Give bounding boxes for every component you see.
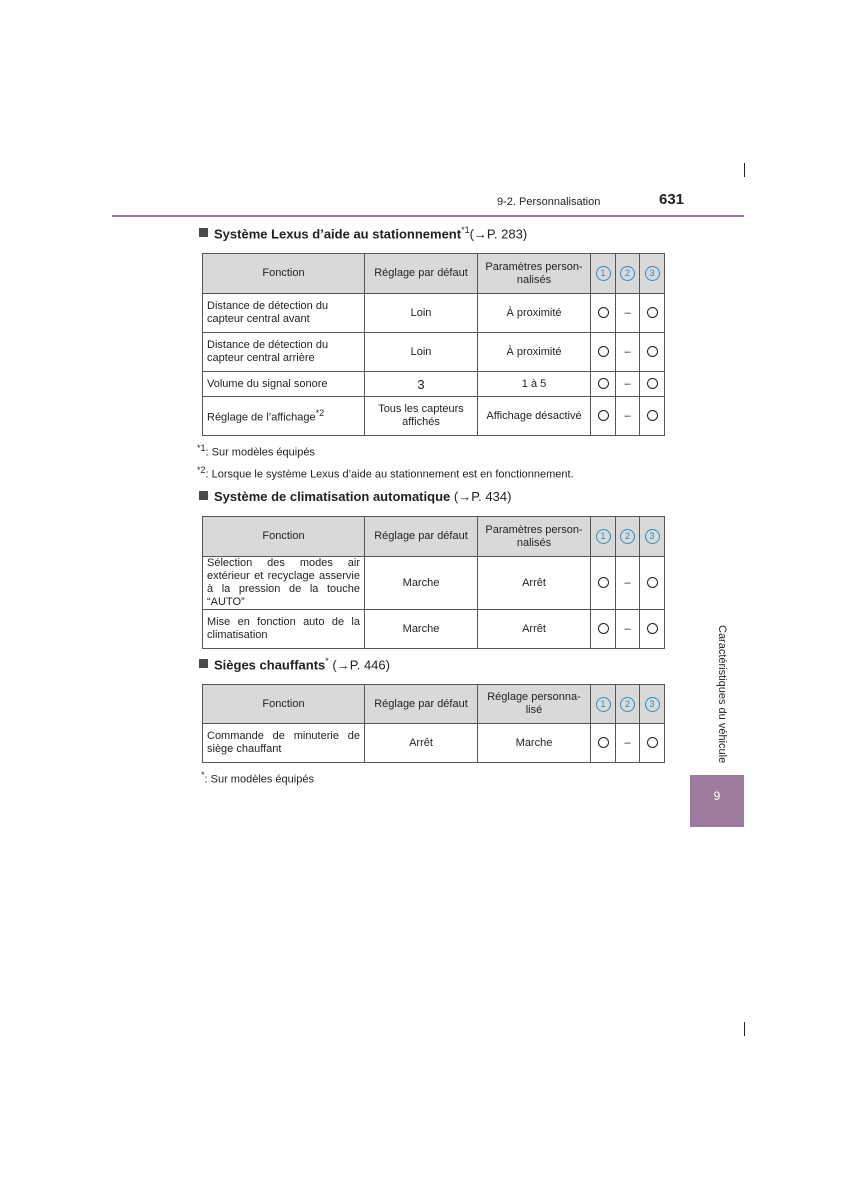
col-reglage-defaut: Réglage par défaut (365, 254, 478, 294)
circle-3-icon: 3 (645, 697, 660, 712)
section-header: 9-2. Personnalisation (497, 196, 601, 208)
footnote-3: *: Sur modèles équipés (201, 770, 314, 786)
col-circle-1 (591, 254, 616, 294)
col-circle-1 (591, 517, 616, 557)
crop-mark-bottom (744, 1022, 745, 1036)
col-circle-2 (616, 685, 640, 724)
bullet-square-icon (199, 228, 208, 237)
col-parametres: Paramètres person-nalisés (478, 517, 591, 557)
footnote-1: $^{*1}$: Sur modèles équipés (197, 443, 315, 459)
circle-mark-icon (598, 737, 609, 748)
circle-mark-icon (647, 577, 658, 588)
circle-mark-icon (647, 378, 658, 389)
table-header-row (203, 254, 665, 294)
col-circle-2 (616, 517, 640, 557)
table-header-row (203, 685, 665, 724)
circle-mark-icon (598, 378, 609, 389)
table-row: Réglage de l’affichage$^{*2}$ Tous les capteurs affichés Affichage désactivé – (203, 397, 665, 436)
bullet-square-icon (199, 491, 208, 500)
col-parametres: Paramètres person-nalisés (478, 254, 591, 294)
table-sieges (202, 684, 665, 763)
col-circle-3 (640, 254, 665, 294)
col-circle-1 (591, 685, 616, 724)
bullet-square-icon (199, 659, 208, 668)
circle-3-icon: 3 (645, 529, 660, 544)
section-title-parking: Système Lexus d’aide au stationnement$^{*1}$(→P. 283) (199, 225, 527, 241)
circle-mark-icon (598, 623, 609, 634)
circle-2-icon: 2 (620, 266, 635, 281)
col-fonction: Fonction (203, 685, 365, 724)
section-title-climatisation: Système de climatisation automatique (→P. 434) (199, 489, 511, 504)
circle-1-icon: 1 (596, 266, 611, 281)
table-row: Mise en fonction auto de la climatisation Marche Arrêt – (203, 610, 665, 649)
table-row: Volume du signal sonore 3 1 à 5 – (203, 372, 665, 397)
section-title-sieges: Sièges chauffants* (→P. 446) (199, 656, 390, 672)
circle-mark-icon (598, 307, 609, 318)
col-reglage-personnalise: Réglage personna-lisé (478, 685, 591, 724)
table-row: Commande de minuterie de siège chauffant Arrêt Marche – (203, 724, 665, 763)
page-number: 631 (659, 191, 685, 208)
circle-mark-icon (647, 307, 658, 318)
col-fonction: Fonction (203, 517, 365, 557)
circle-mark-icon (598, 577, 609, 588)
col-circle-3 (640, 517, 665, 557)
col-reglage-defaut: Réglage par défaut (365, 685, 478, 724)
table-parking (202, 253, 665, 436)
footnote-2: $^{*2}$: Lorsque le système Lexus d’aide au stationnement est en fonctionnement. (197, 465, 574, 481)
col-reglage-defaut: Réglage par défaut (365, 517, 478, 557)
circle-3-icon: 3 (645, 266, 660, 281)
chapter-title-vertical: Caractéristiques du véhicule (716, 625, 728, 764)
circle-1-icon: 1 (596, 529, 611, 544)
circle-1-icon: 1 (596, 697, 611, 712)
chapter-tab: 9 (690, 775, 744, 827)
header-rule (112, 215, 744, 217)
col-circle-2 (616, 254, 640, 294)
circle-2-icon: 2 (620, 697, 635, 712)
circle-mark-icon (598, 346, 609, 357)
table-row: Distance de détection du capteur central arrière Loin À proximité – (203, 333, 665, 372)
col-fonction: Fonction (203, 254, 365, 294)
table-row: Sélection des modes air extérieur et recyclage asservie à la pression de la touche “AUTO” Marche Arrêt – (203, 557, 665, 610)
circle-mark-icon (647, 737, 658, 748)
table-header-row (203, 517, 665, 557)
circle-mark-icon (647, 410, 658, 421)
circle-mark-icon (647, 346, 658, 357)
circle-2-icon: 2 (620, 529, 635, 544)
col-circle-3 (640, 685, 665, 724)
circle-mark-icon (598, 410, 609, 421)
table-row: Distance de détection du capteur central avant Loin À proximité – (203, 294, 665, 333)
crop-mark-top (744, 163, 745, 177)
circle-mark-icon (647, 623, 658, 634)
table-climatisation (202, 516, 665, 649)
